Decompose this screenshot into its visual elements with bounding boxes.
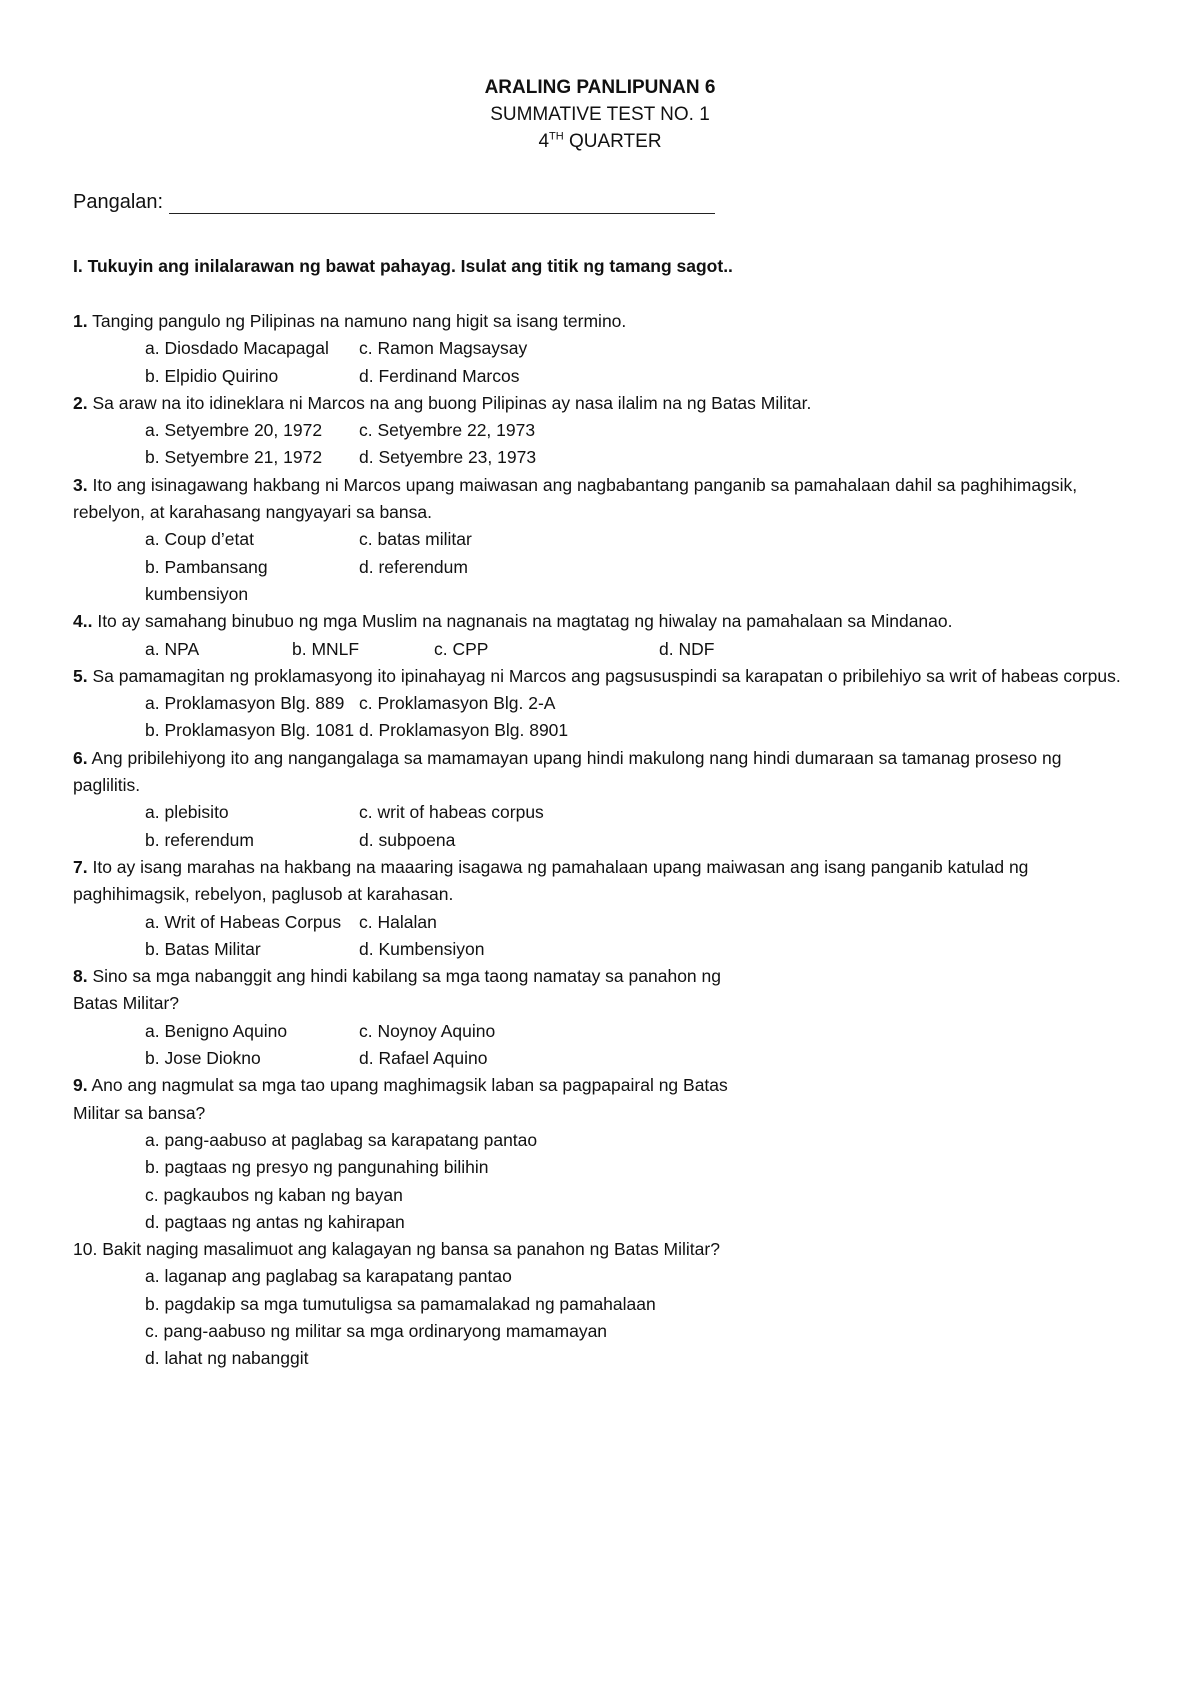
- question-5: [73, 663, 1133, 690]
- option: b. referendum: [145, 829, 254, 850]
- question-text: Ang pribilehiyong ito ang nangangalaga sa mamamayan upang hindi makulong nang hindi dumaraan sa tamanag proseso ng paglilitis.: [73, 747, 1062, 796]
- option: a. Benigno Aquino: [145, 1020, 288, 1041]
- option: a. NPA: [145, 638, 200, 659]
- option: a. Writ of Habeas Corpus: [145, 911, 342, 932]
- question-1-options: [73, 335, 1133, 390]
- question-number: 6.: [73, 747, 88, 768]
- question-number: 9.: [73, 1075, 88, 1096]
- quarter-suffix: TH: [549, 130, 564, 143]
- question-10: [73, 1236, 1133, 1263]
- question-text: Ito ang isinagawang hakbang ni Marcos upang maiwasan ang nagbabantang panganib sa pamahalaan dahil sa paghihimagsik, rebelyon, at karahasang nangyayari sa bansa.: [73, 474, 1078, 523]
- question-text: Ito ay isang marahas na hakbang na maaaring isagawa ng pamahalaan upang maiwasan ang isang panganib katulad ng paghihimagsik, rebelyon, paglusob at karahasan.: [73, 856, 1029, 905]
- question-number: 4..: [73, 611, 93, 632]
- question-number: 1.: [73, 311, 88, 331]
- question-text: Sa pamamagitan ng proklamasyong ito ipinahayag ni Marcos ang pagsususpindi sa karapatan o pribilehiyo sa writ of habeas corpus.: [87, 665, 1121, 686]
- option: c. Halalan: [359, 911, 437, 932]
- instruction-text: I. Tukuyin ang inilalarawan ng bawat pahayag. Isulat ang titik ng tamang sagot..: [73, 256, 733, 276]
- option: a. Setyembre 20, 1972: [145, 420, 323, 441]
- quarter-number: 4: [538, 131, 550, 152]
- question-7: [73, 854, 1133, 909]
- question-text: Ito ay samahang binubuo ng mga Muslim na nagnanais na magtatag ng hiwalay na pamahalaan sa Mindanao.: [92, 611, 953, 632]
- option: b. Jose Diokno: [145, 1048, 261, 1069]
- question-number: 5.: [73, 665, 88, 686]
- question-7-options: [73, 909, 1133, 964]
- option: b. Proklamasyon Blg. 1081: [145, 720, 355, 741]
- option: c. Setyembre 22, 1973: [359, 420, 536, 441]
- question-text: Ano ang nagmulat sa mga tao upang maghimagsik laban sa pagpapairal ng Batas: [87, 1075, 728, 1096]
- option: b. Elpidio Quirino: [145, 365, 279, 386]
- option: d. Setyembre 23, 1973: [359, 447, 537, 468]
- question-number: 8.: [73, 966, 88, 987]
- name-label: Pangalan:: [73, 191, 164, 213]
- option: c. batas militar: [359, 529, 472, 550]
- question-6-options: [73, 799, 1133, 854]
- test-subtitle: SUMMATIVE TEST NO. 1: [490, 104, 710, 125]
- question-3: [73, 472, 1133, 527]
- question-3-options: [73, 526, 1133, 608]
- option: b. pagtaas ng presyo ng pangunahing bilihin: [145, 1157, 489, 1178]
- option: b. Pambansang kumbensiyon: [145, 556, 268, 604]
- option: a. pang-aabuso at paglabag sa karapatang pantao: [145, 1129, 538, 1150]
- question-8-options: [73, 1018, 1133, 1073]
- option: a. Proklamasyon Blg. 889: [145, 693, 345, 714]
- option: d. subpoena: [359, 829, 456, 850]
- option: d. lahat ng nabanggit: [145, 1348, 309, 1369]
- option: b. Setyembre 21, 1972: [145, 447, 323, 468]
- question-8: [73, 963, 1133, 990]
- option: a. Diosdado Macapagal: [145, 338, 329, 359]
- quarter-word: QUARTER: [568, 131, 662, 152]
- question-number: 2.: [73, 392, 88, 413]
- question-text: Bakit naging masalimuot ang kalagayan ng bansa sa panahon ng Batas Militar?: [97, 1239, 720, 1260]
- name-blank-line[interactable]: [169, 191, 715, 214]
- option: d. referendum: [359, 556, 468, 577]
- question-4: [73, 608, 1133, 635]
- option: a. plebisito: [145, 802, 229, 823]
- question-10-options: [73, 1263, 1133, 1372]
- option: c. pang-aabuso ng militar sa mga ordinaryong mamamayan: [145, 1320, 608, 1341]
- test-header: [0, 74, 1200, 155]
- question-9-continued: Militar sa bansa?: [73, 1102, 206, 1123]
- option: b. MNLF: [292, 638, 360, 659]
- question-text: Sino sa mga nabanggit ang hindi kabilang sa mga taong namatay sa panahon ng: [87, 966, 721, 987]
- option: c. Proklamasyon Blg. 2-A: [359, 693, 556, 714]
- question-text: Tanging pangulo ng Pilipinas na namuno nang higit sa isang termino.: [87, 311, 627, 331]
- subject-title: ARALING PANLIPUNAN 6: [484, 77, 716, 98]
- option: a. Coup d’etat: [145, 529, 254, 550]
- option: c. writ of habeas corpus: [359, 802, 544, 823]
- option: b. Batas Militar: [145, 938, 261, 959]
- question-number: 3.: [73, 474, 88, 495]
- question-2: [73, 390, 1133, 417]
- option: c. Ramon Magsaysay: [359, 338, 528, 359]
- option: c. Noynoy Aquino: [359, 1020, 496, 1041]
- option: d. NDF: [659, 638, 715, 659]
- quarter-label: [0, 128, 1200, 155]
- option: d. Kumbensiyon: [359, 938, 485, 959]
- option: d. Proklamasyon Blg. 8901: [359, 720, 569, 741]
- name-field-row: [73, 191, 715, 214]
- question-6: [73, 745, 1133, 800]
- question-5-options: [73, 690, 1133, 745]
- question-9-options: [73, 1127, 1133, 1236]
- question-list: [73, 308, 1133, 1373]
- option: a. laganap ang paglabag sa karapatang pantao: [145, 1266, 512, 1287]
- question-2-options: [73, 417, 1133, 472]
- question-number: 10.: [73, 1239, 98, 1260]
- option: d. pagtaas ng antas ng kahirapan: [145, 1211, 405, 1232]
- option: b. pagdakip sa mga tumutuligsa sa pamamalakad ng pamahalaan: [145, 1293, 656, 1314]
- question-4-options: [73, 636, 1133, 663]
- question-number: 7.: [73, 856, 88, 877]
- question-8-continued: Batas Militar?: [73, 993, 180, 1014]
- option: d. Ferdinand Marcos: [359, 365, 520, 386]
- option: c. pagkaubos ng kaban ng bayan: [145, 1184, 403, 1205]
- option: c. CPP: [434, 638, 489, 659]
- option: d. Rafael Aquino: [359, 1048, 488, 1069]
- question-text: Sa araw na ito idineklara ni Marcos na ang buong Pilipinas ay nasa ilalim na ng Batas Militar.: [87, 392, 812, 413]
- question-1: [73, 308, 1133, 335]
- question-9: [73, 1072, 1133, 1099]
